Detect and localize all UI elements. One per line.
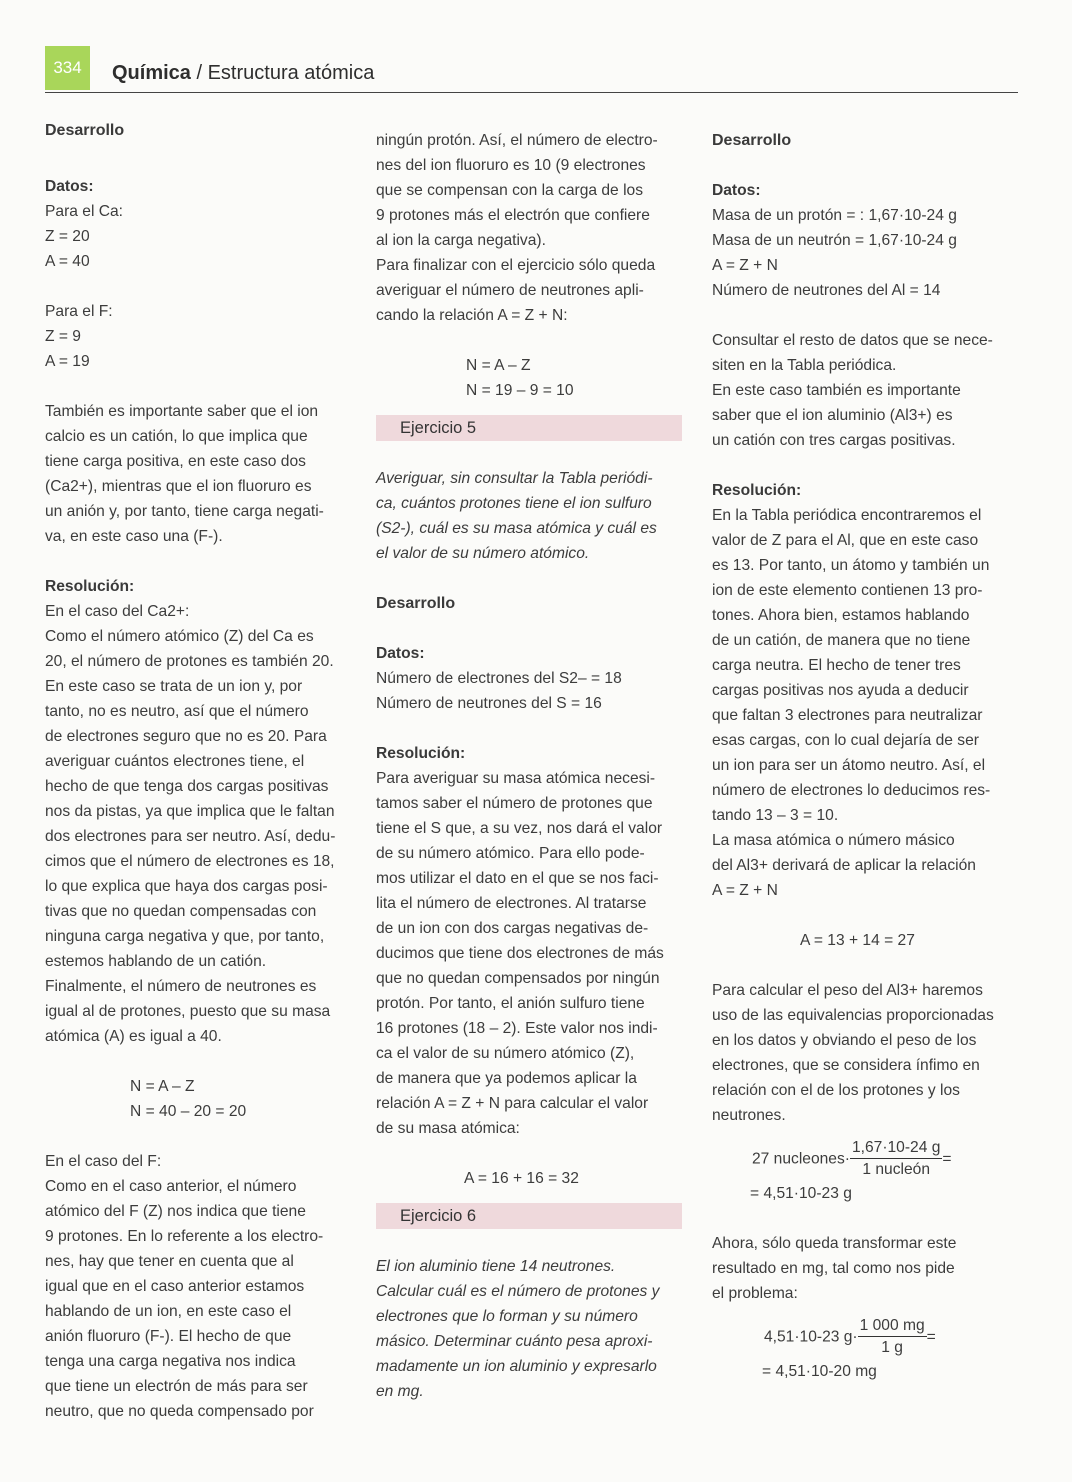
text-line: Como el número atómico (Z) del Ca es bbox=[45, 628, 314, 645]
text-line: Número de neutrones del Al = 14 bbox=[712, 282, 941, 299]
text-line: 9 protones. En lo referente a los electro- bbox=[45, 1228, 324, 1245]
equation: A = 16 + 16 = 32 bbox=[464, 1170, 579, 1187]
text-line: de su masa atómica: bbox=[376, 1120, 520, 1137]
text-line: tenga una carga negativa nos indica bbox=[45, 1353, 296, 1370]
text-line: tivas que no quedan compensadas con bbox=[45, 903, 317, 920]
text-line: Para calcular el peso del Al3+ haremos bbox=[712, 982, 983, 999]
resolucion-paragraph bbox=[45, 599, 345, 1049]
text-line: relación con el de los protones y los bbox=[712, 1082, 960, 1099]
text-line: Masa de un protón = : 1,67·10-24 g bbox=[712, 207, 957, 224]
text-line: al ion la carga negativa). bbox=[376, 232, 546, 249]
text-line: atómico del F (Z) nos indica que tiene bbox=[45, 1203, 306, 1220]
text-line: ion de este elemento contienen 13 pro- bbox=[712, 582, 983, 599]
text-line: que tiene un electrón de más para ser bbox=[45, 1378, 308, 1395]
text-line: lo que explica que haya dos cargas posi- bbox=[45, 878, 328, 895]
text-line: calcio es un catión, lo que implica que bbox=[45, 428, 308, 445]
equation: N = 40 – 20 = 20 bbox=[130, 1103, 247, 1120]
equation: A = 13 + 14 = 27 bbox=[800, 932, 915, 949]
text-line: va, en este caso una (F-). bbox=[45, 528, 223, 545]
text-line: (Ca2+), mientras que el ion fluoruro es bbox=[45, 478, 312, 495]
text-line: hablando de un ion, en este caso el bbox=[45, 1303, 292, 1320]
equation: N = A – Z bbox=[130, 1078, 195, 1095]
text-line: tanto, no es neutro, así que el número bbox=[45, 703, 309, 720]
text-line: de manera que ya podemos aplicar la bbox=[376, 1070, 637, 1087]
consult-paragraph bbox=[712, 328, 1022, 453]
exercise-5-statement bbox=[376, 466, 682, 566]
text-line: que faltan 3 electrones para neutralizar bbox=[712, 707, 983, 724]
text-line: saber que el ion aluminio (Al3+) es bbox=[712, 407, 953, 424]
resolucion-heading: Resolución: bbox=[376, 745, 466, 762]
text-line: un ion para ser un átomo neutro. Así, el bbox=[712, 757, 986, 774]
desarrollo-heading: Desarrollo bbox=[376, 595, 456, 612]
fraction bbox=[858, 1316, 927, 1359]
equation-result: = 4,51·10-20 mg bbox=[762, 1363, 877, 1380]
resolucion-paragraph bbox=[712, 503, 1022, 903]
fraction-left: 27 nucleones· bbox=[752, 1150, 850, 1168]
text-line: que se compensan con la carga de los bbox=[376, 182, 643, 199]
text-line: es 13. Por tanto, un átomo y también un bbox=[712, 557, 990, 574]
text-line: Para averiguar su masa atómica necesi- bbox=[376, 770, 656, 787]
text-line: ninguna carga negativa y que, por tanto, bbox=[45, 928, 325, 945]
text-line: tiene el S que, a su vez, nos dará el valor bbox=[376, 820, 663, 837]
text-line: ningún protón. Así, el número de electro- bbox=[376, 132, 658, 149]
datos-heading: Datos: bbox=[376, 645, 425, 662]
exercise-6-statement bbox=[376, 1254, 682, 1404]
text-line: siten en la Tabla periódica. bbox=[712, 357, 897, 374]
column-3 bbox=[712, 128, 1022, 1384]
exercise-6-heading: Ejercicio 6 bbox=[376, 1203, 682, 1229]
fraction-equation bbox=[712, 1138, 1022, 1181]
text-line: Z = 9 bbox=[45, 328, 81, 345]
text-line: Finalmente, el número de neutrones es bbox=[45, 978, 317, 995]
datos-block bbox=[45, 199, 345, 374]
text-line: el valor de su número atómico. bbox=[376, 545, 590, 562]
header-separator: / bbox=[190, 62, 208, 84]
text-line: A = 19 bbox=[45, 353, 90, 370]
text-line: En este caso se trata de un ion y, por bbox=[45, 678, 303, 695]
text-line: 20, el número de protones es también 20. bbox=[45, 653, 334, 670]
subject-title: Química bbox=[112, 62, 191, 84]
text-line: Para finalizar con el ejercicio sólo queda bbox=[376, 257, 656, 274]
text-line: en los datos y obviando el peso de los bbox=[712, 1032, 977, 1049]
datos-heading: Datos: bbox=[45, 178, 94, 195]
text-line: nos da pistas, ya que implica que le faltan bbox=[45, 803, 335, 820]
text-line: tamos saber el número de protones que bbox=[376, 795, 653, 812]
equals-sign: = bbox=[942, 1150, 952, 1168]
text-line: La masa atómica o número másico bbox=[712, 832, 955, 849]
text-line: Como en el caso anterior, el número bbox=[45, 1178, 297, 1195]
fraction-left: 4,51·10-23 g· bbox=[764, 1328, 858, 1346]
text-line: neutro, que no queda compensado por bbox=[45, 1403, 314, 1420]
text-line: carga neutra. El hecho de tener tres bbox=[712, 657, 961, 674]
text-line: Consultar el resto de datos que se nece- bbox=[712, 332, 993, 349]
column-2 bbox=[376, 128, 682, 1404]
text-line: tones. Ahora bien, estamos hablando bbox=[712, 607, 970, 624]
text-line: averiguar cuántos electrones tiene, el bbox=[45, 753, 305, 770]
running-header bbox=[112, 62, 374, 85]
text-line: A = 40 bbox=[45, 253, 90, 270]
text-line: Número de neutrones del S = 16 bbox=[376, 695, 602, 712]
text-line: 16 protones (18 – 2). Este valor nos indi- bbox=[376, 1020, 658, 1037]
text-line: un catión con tres cargas positivas. bbox=[712, 432, 956, 449]
header-rule bbox=[45, 92, 1018, 93]
text-line: resultado en mg, tal como nos pide bbox=[712, 1260, 955, 1277]
text-line: de electrones seguro que no es 20. Para bbox=[45, 728, 327, 745]
text-line: esas cargas, con lo cual dejaría de ser bbox=[712, 732, 979, 749]
topic-title: Estructura atómica bbox=[207, 62, 375, 84]
fraction bbox=[850, 1138, 942, 1181]
text-line: hecho de que tenga dos cargas positivas bbox=[45, 778, 329, 795]
column-1 bbox=[45, 118, 345, 1424]
text-line: en mg. bbox=[376, 1383, 424, 1400]
text-line: Calcular cuál es el número de protones y bbox=[376, 1283, 660, 1300]
text-line: del Al3+ derivará de aplicar la relación bbox=[712, 857, 976, 874]
text-line: nes, hay que tener en cuenta que al bbox=[45, 1253, 294, 1270]
fraction-numerator: 1 000 mg bbox=[858, 1316, 927, 1337]
text-line: cimos que el número de electrones es 18, bbox=[45, 853, 335, 870]
text-line: Averiguar, sin consultar la Tabla periódi- bbox=[376, 470, 653, 487]
text-line: atómica (A) es igual a 40. bbox=[45, 1028, 222, 1045]
text-line: nes del ion fluoruro es 10 (9 electrones bbox=[376, 157, 646, 174]
text-line: Z = 20 bbox=[45, 228, 90, 245]
resolucion-heading: Resolución: bbox=[45, 578, 135, 595]
text-line: mos utilizar el dato en el que se nos faci- bbox=[376, 870, 659, 887]
intro-paragraph bbox=[45, 399, 345, 549]
text-line: Para el Ca: bbox=[45, 203, 124, 220]
equation: N = 19 – 9 = 10 bbox=[466, 382, 574, 399]
text-line: A = Z + N bbox=[712, 882, 778, 899]
text-line: (S2-), cuál es su masa atómica y cuál es bbox=[376, 520, 657, 537]
resolucion-heading: Resolución: bbox=[712, 482, 802, 499]
text-line: madamente un ion aluminio y expresarlo bbox=[376, 1358, 657, 1375]
text-line: El ion aluminio tiene 14 neutrones. bbox=[376, 1258, 616, 1275]
fluoruro-paragraph bbox=[45, 1149, 345, 1424]
text-line: Número de electrones del S2– = 18 bbox=[376, 670, 622, 687]
text-line: Ahora, sólo queda transformar este bbox=[712, 1235, 957, 1252]
text-line: estemos hablando de un catión. bbox=[45, 953, 267, 970]
text-line: anión fluoruro (F-). El hecho de que bbox=[45, 1328, 292, 1345]
desarrollo-heading: Desarrollo bbox=[712, 132, 792, 149]
text-line: cando la relación A = Z + N: bbox=[376, 307, 568, 324]
page-number: 334 bbox=[45, 46, 90, 90]
text-line: electrones que lo forman y su número bbox=[376, 1308, 638, 1325]
text-line: uso de las equivalencias proporcionadas bbox=[712, 1007, 994, 1024]
text-line: En la Tabla periódica encontraremos el bbox=[712, 507, 982, 524]
text-line: másico. Determinar cuánto pesa aproxi- bbox=[376, 1333, 653, 1350]
text-line: averiguar el número de neutrones apli- bbox=[376, 282, 644, 299]
text-line: protón. Por tanto, el anión sulfuro tiene bbox=[376, 995, 645, 1012]
text-line: En este caso también es importante bbox=[712, 382, 961, 399]
datos-block bbox=[712, 203, 1022, 303]
text-line: Para el F: bbox=[45, 303, 113, 320]
text-line: de un catión, de manera que no tiene bbox=[712, 632, 971, 649]
fraction-denominator: 1 g bbox=[881, 1339, 903, 1356]
equals-sign: = bbox=[926, 1328, 936, 1346]
equation: N = A – Z bbox=[466, 357, 531, 374]
text-line: cargas positivas nos ayuda a deducir bbox=[712, 682, 969, 699]
text-line: tiene carga positiva, en este caso dos bbox=[45, 453, 306, 470]
text-line: número de electrones lo deducimos res- bbox=[712, 782, 991, 799]
text-line: neutrones. bbox=[712, 1107, 786, 1124]
text-line: ca el valor de su número atómico (Z), bbox=[376, 1045, 635, 1062]
resolucion-paragraph bbox=[376, 766, 682, 1141]
text-line: valor de Z para el Al, que en este caso bbox=[712, 532, 979, 549]
text-line: un anión y, por tanto, tiene carga negati- bbox=[45, 503, 324, 520]
text-line: ca, cuántos protones tiene el ion sulfuro bbox=[376, 495, 652, 512]
text-line: de su número atómico. Para ello pode- bbox=[376, 845, 645, 862]
continuation-paragraph bbox=[376, 128, 682, 328]
fraction-equation bbox=[712, 1316, 1022, 1359]
text-line: En el caso del Ca2+: bbox=[45, 603, 190, 620]
fraction-numerator: 1,67·10-24 g bbox=[850, 1138, 942, 1159]
text-line: Masa de un neutrón = 1,67·10-24 g bbox=[712, 232, 957, 249]
peso-paragraph bbox=[712, 978, 1022, 1128]
text-line: igual al de protones, puesto que su masa bbox=[45, 1003, 331, 1020]
text-line: electrones, que se considera ínfimo en bbox=[712, 1057, 980, 1074]
text-line: de un ion con dos cargas negativas de- bbox=[376, 920, 649, 937]
text-line: 9 protones más el electrón que confiere bbox=[376, 207, 650, 224]
text-line: tando 13 – 3 = 10. bbox=[712, 807, 839, 824]
desarrollo-heading: Desarrollo bbox=[45, 122, 125, 139]
exercise-5-heading: Ejercicio 5 bbox=[376, 415, 682, 441]
text-line: igual que en el caso anterior estamos bbox=[45, 1278, 305, 1295]
text-line: lita el número de electrones. Al tratarse bbox=[376, 895, 647, 912]
text-line: En el caso del F: bbox=[45, 1153, 162, 1170]
datos-heading: Datos: bbox=[712, 182, 761, 199]
equation-result: = 4,51·10-23 g bbox=[750, 1185, 852, 1202]
text-line: dos electrones para ser neutro. Así, dedu- bbox=[45, 828, 336, 845]
text-line: relación A = Z + N para calcular el valor bbox=[376, 1095, 649, 1112]
fraction-denominator: 1 nucleón bbox=[862, 1161, 930, 1178]
text-line: ducimos que tiene dos electrones de más bbox=[376, 945, 664, 962]
final-paragraph bbox=[712, 1231, 1022, 1306]
text-line: A = Z + N bbox=[712, 257, 778, 274]
text-line: el problema: bbox=[712, 1285, 798, 1302]
text-line: También es importante saber que el ion bbox=[45, 403, 319, 420]
text-line: que no quedan compensados por ningún bbox=[376, 970, 660, 987]
